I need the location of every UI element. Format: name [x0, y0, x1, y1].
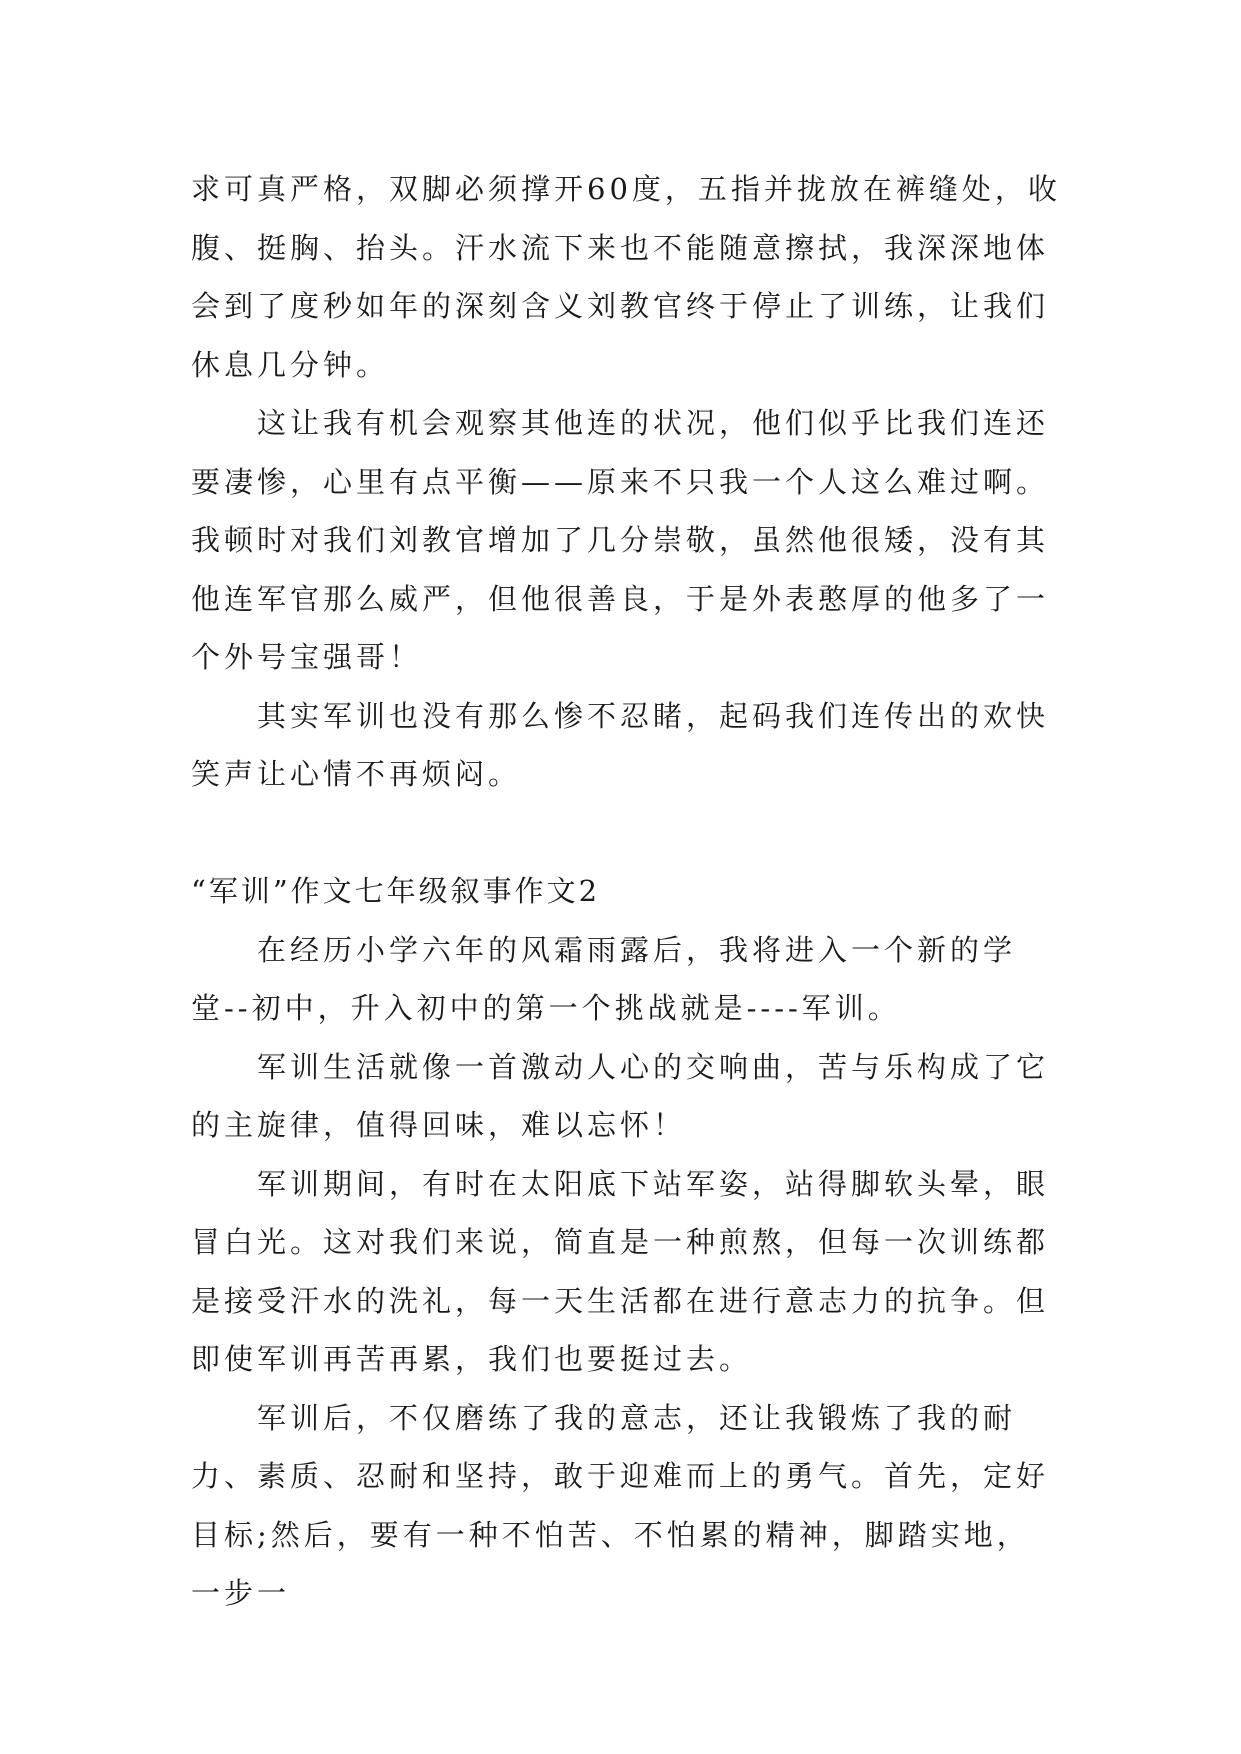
paragraph-continued: 求可真严格，双脚必须撑开60度，五指并拢放在裤缝处，收腹、挺胸、抬头。汗水流下来也不能随意擦拭，我深深地体会到了度秒如年的深刻含义刘教官终于停止了训练，让我们休息几分钟。 [191, 172, 1061, 382]
document-body [191, 160, 1061, 1623]
paragraph: 军训后，不仅磨练了我的意志，还让我锻炼了我的耐力、素质、忍耐和坚持，敢于迎难而上的勇气。首先，定好目标;然后，要有一种不怕苦、不怕累的精神，脚踏实地，一步一 [191, 1400, 1050, 1610]
paragraph: 军训期间，有时在太阳底下站军姿，站得脚软头晕，眼冒白光。这对我们来说，简直是一种煎熬，但每一次训练都是接受汗水的洗礼，每一天生活都在进行意志力的抗争。但即使军训再苦再累，我们也要挺过去。 [191, 1166, 1050, 1376]
blank-line [191, 804, 1061, 863]
paragraph: 其实军训也没有那么惨不忍睹，起码我们连传出的欢快笑声让心情不再烦闷。 [191, 698, 1050, 791]
section-title: “军训”作文七年级叙事作文2 [191, 874, 601, 908]
paragraph: 这让我有机会观察其他连的状况，他们似乎比我们连还要凄惨，心里有点平衡——原来不只我一个人这么难过啊。我顿时对我们刘教官增加了几分崇敬，虽然他很矮，没有其他连军官那么威严，但他很善良，于是外表憨厚的他多了一个外号宝强哥！ [191, 406, 1050, 674]
paragraph: 军训生活就像一首激动人心的交响曲，苦与乐构成了它的主旋律，值得回味，难以忘怀！ [191, 1049, 1050, 1142]
paragraph: 在经历小学六年的风霜雨露后，我将进入一个新的学堂--初中，升入初中的第一个挑战就是----军训。 [191, 932, 1017, 1025]
